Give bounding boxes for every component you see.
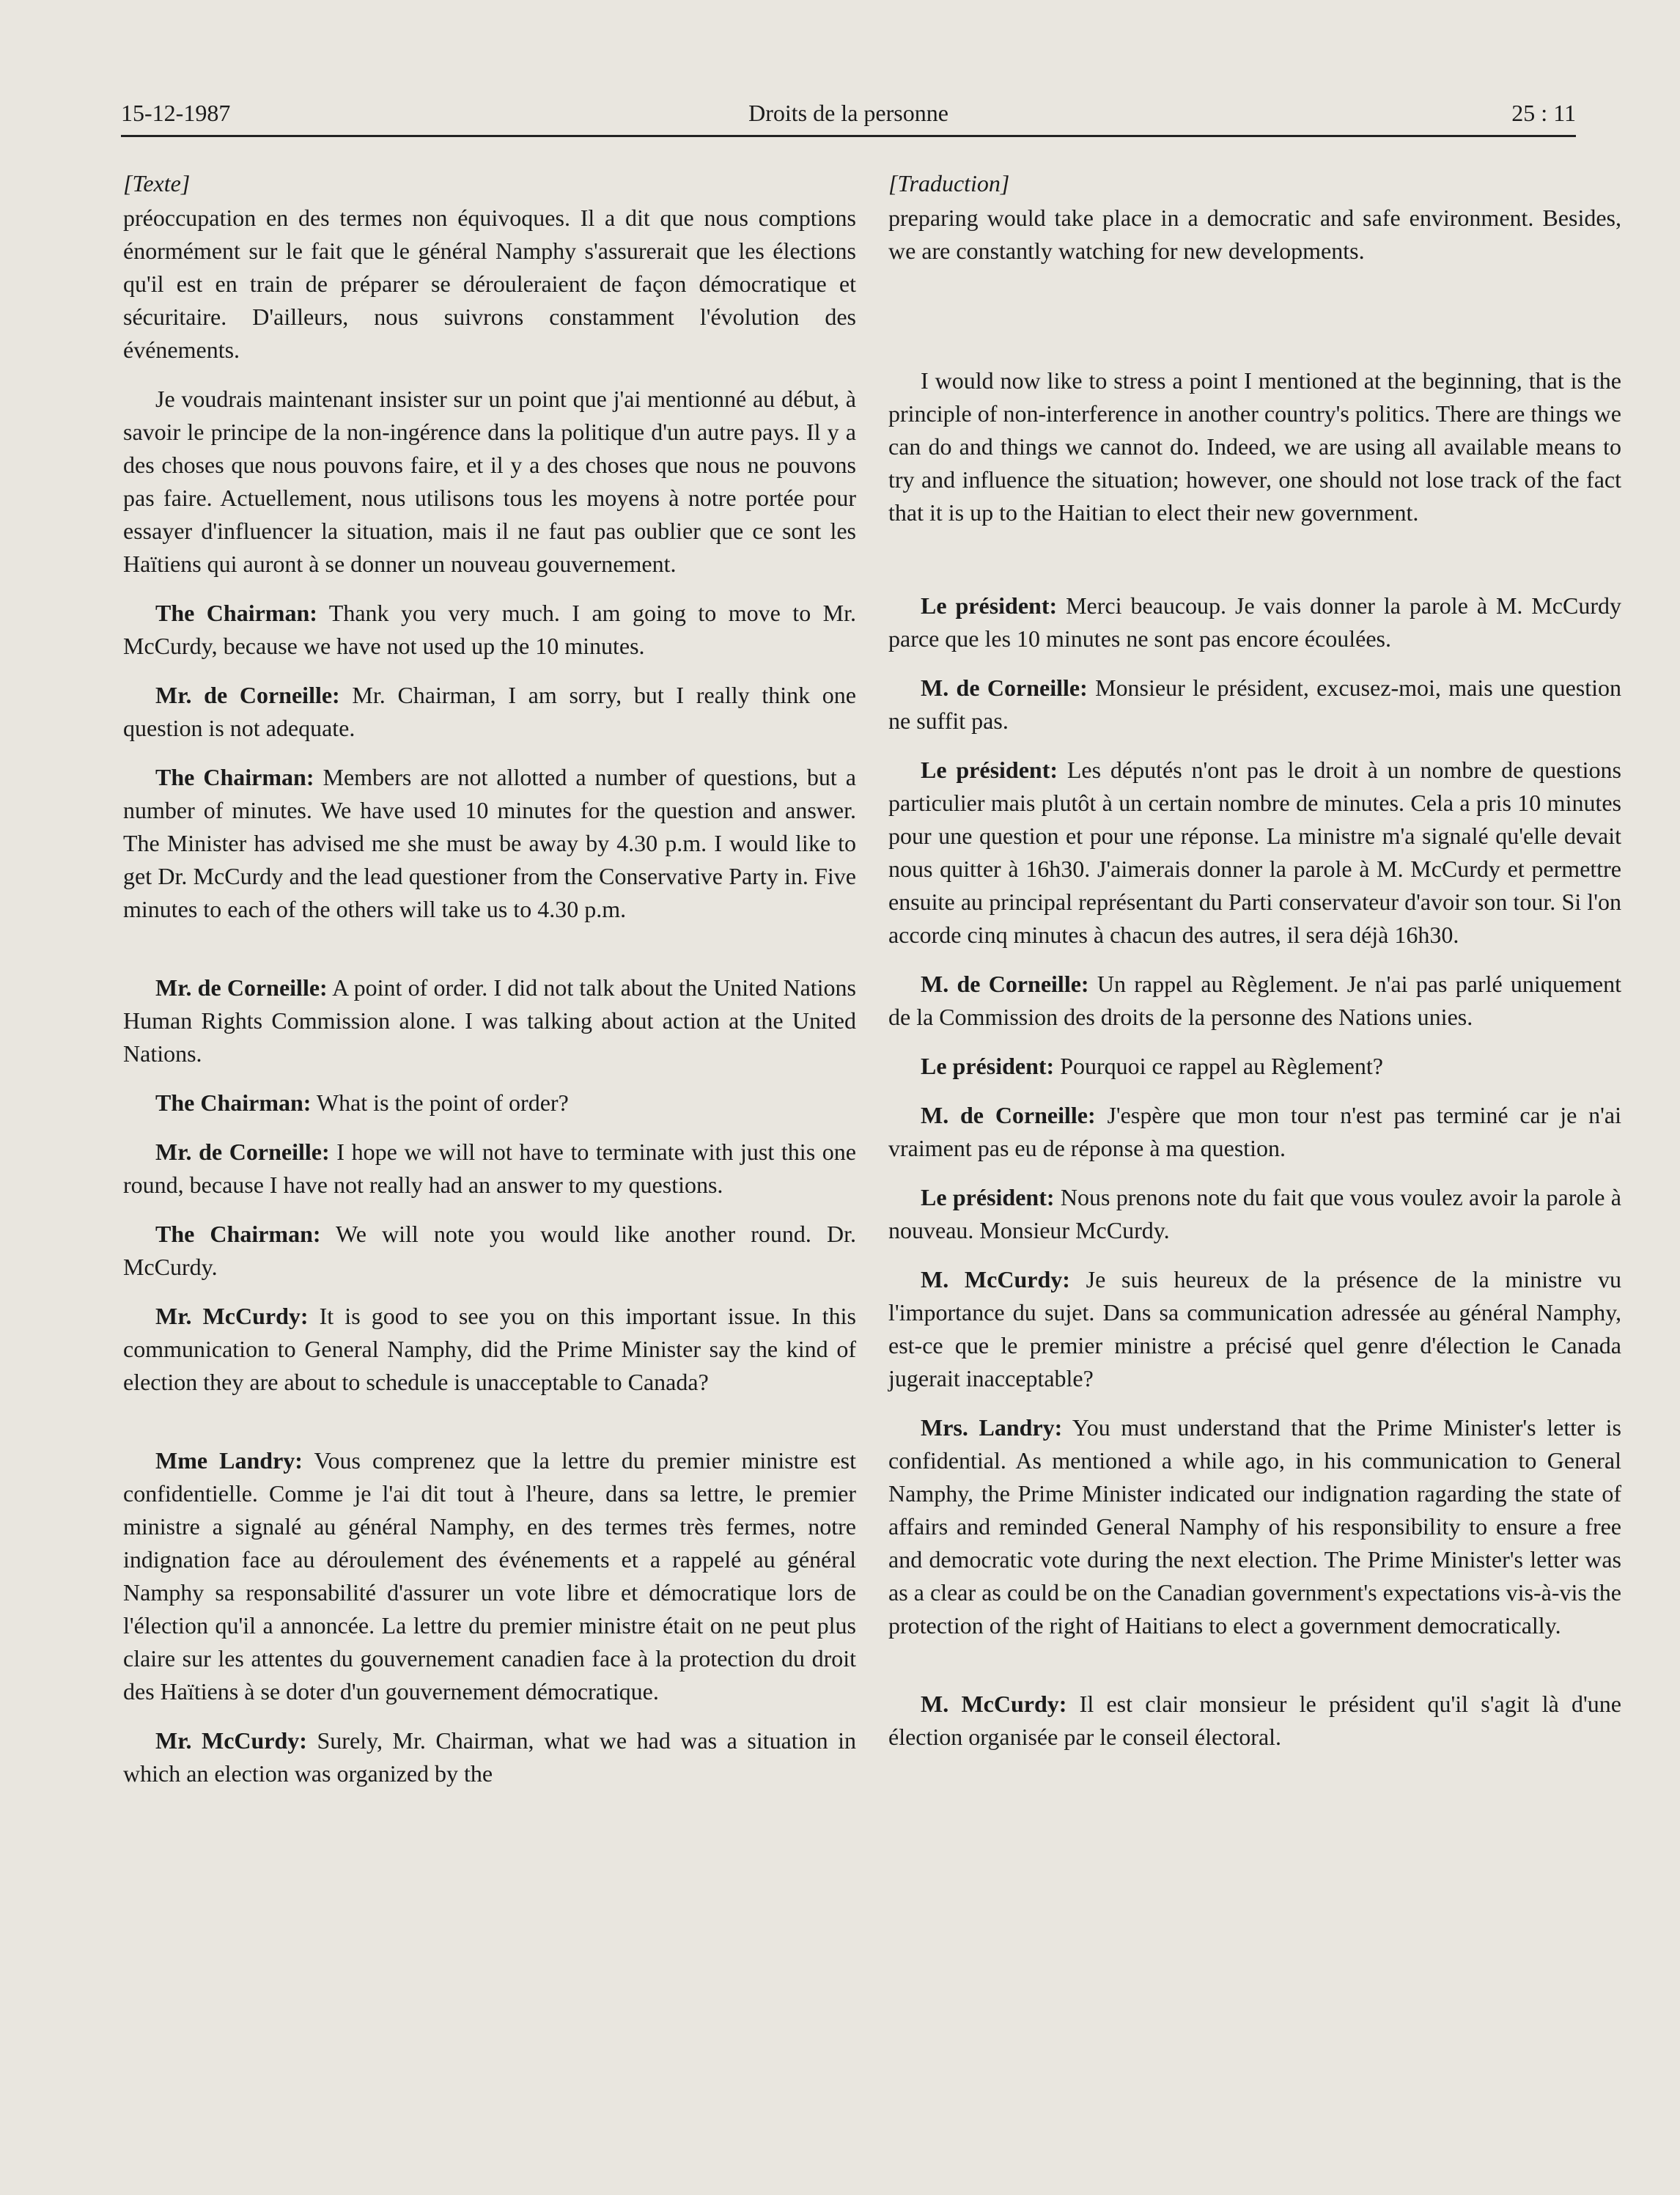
paragraph: The Chairman: Thank you very much. I am going to move to Mr. McCurdy, because we have not used up the 10 minutes. (123, 600, 857, 659)
speaker-name: M. de Corneille: (921, 674, 1088, 701)
paragraph: The Chairman: We will note you would like another round. Dr. McCurdy. (123, 1221, 857, 1280)
paragraph: M. de Corneille: Un rappel au Règlement. Je n'ai pas parlé uniquement de la Commission des droits de la personne des Nations unies. (888, 971, 1622, 1030)
paragraph: Le président: Les députés n'ont pas le droit à un nombre de questions particulier mais plutôt à un certain nombre de minutes. Cela a pris 10 minutes pour une question et pour une réponse. La ministre m'a signalé qu'elle devait nous quitter à 16h30. J'aimerais donner la parole à M. McCurdy et permettre ensuite au principal représentant du Parti conservateur d'avoir son tour. Si l'on accorde cinq minutes à chacun des autres, il sera déjà 16h30. (888, 757, 1622, 948)
paragraph: Mrs. Landry: You must understand that the Prime Minister's letter is confidential. As mentioned a while ago, in his communication to General Namphy, the Prime Minister indicated our indignation ragarding the state of affairs and reminded General Namphy of his responsibility to ensure a free and democratic vote during the next election. The Prime Minister's letter was as a clear as could be on the Canadian government's expectations vis-à-vis the protection of the right of Haitians to elect a government democratically. (888, 1414, 1622, 1639)
paragraph: Le président: Nous prenons note du fait que vous voulez avoir la parole à nouveau. Monsieur McCurdy. (888, 1184, 1622, 1243)
paragraph: Le président: Merci beaucoup. Je vais donner la parole à M. McCurdy parce que les 10 minutes ne sont pas encore écoulées. (888, 592, 1622, 652)
header-title: Droits de la personne (748, 100, 948, 126)
paragraph: I would now like to stress a point I mentioned at the beginning, that is the principle of non-interference in another country's politics. There are things we can do and things we cannot do. Indeed, we are using all available means to try and influence the situation; however, one should not lose track of the fact that it is up to the Haitian to elect their new government. (888, 367, 1621, 526)
paragraph: preparing would take place in a democratic and safe environment. Besides, we are constantly watching for new developments. (888, 205, 1621, 264)
paragraph: M. McCurdy: Il est clair monsieur le président qu'il s'agit là d'une élection organisée par le conseil électoral. (888, 1691, 1622, 1750)
speaker-name: M. McCurdy: (921, 1691, 1067, 1717)
speaker-name: The Chairman: (155, 600, 317, 626)
header-page-number: 25 : 11 (1511, 100, 1576, 126)
column-label-traduction: [Traduction] (888, 170, 1010, 196)
paragraph: M. de Corneille: J'espère que mon tour n'est pas terminé car je n'ai vraiment pas eu de réponse à ma question. (888, 1102, 1621, 1161)
speaker-name: Mme Landry: (155, 1447, 303, 1474)
speaker-name: Mr. McCurdy: (155, 1727, 307, 1754)
paragraph: Mr. McCurdy: It is good to see you on this important issue. In this communication to General Namphy, did the Prime Minister say the kind of election they are about to schedule is unacceptable to Canada? (123, 1303, 857, 1395)
paragraph: M. de Corneille: Monsieur le président, excusez-moi, mais une question ne suffit pas. (888, 674, 1622, 734)
paragraph: Je voudrais maintenant insister sur un point que j'ai mentionné au début, à savoir le principe de la non-ingérence dans la politique d'un autre pays. Il y a des choses que nous pouvons faire, et il y a des choses que nous ne pouvons pas faire. Actuellement, nous utilisons tous les moyens à notre portée pour essayer d'influencer la situation, mais il ne faut pas oublier que ce sont les Haïtiens qui auront à se donner un nouveau gouvernement. (123, 386, 856, 577)
paragraph: Mr. McCurdy: Surely, Mr. Chairman, what we had was a situation in which an election was organized by the (123, 1727, 857, 1787)
speaker-name: The Chairman: (155, 1089, 312, 1116)
speaker-name: M. de Corneille: (921, 971, 1089, 997)
speaker-name: Mr. de Corneille: (155, 974, 328, 1001)
paragraph: M. McCurdy: Je suis heureux de la présence de la ministre vu l'importance du sujet. Dans sa communication adressée au général Namphy, est-ce que le premier ministre a précisé quel genre d'élection le Canada jugerait inacceptable? (888, 1266, 1622, 1391)
paragraph: Mr. de Corneille: A point of order. I did not talk about the United Nations Human Rights Commission alone. I was talking about action at the United Nations. (123, 974, 857, 1067)
speaker-name: Le président: (921, 757, 1058, 783)
header-date: 15-12-1987 (121, 100, 231, 126)
speaker-name: The Chairman: (155, 764, 314, 790)
speaker-name: Mr. McCurdy: (155, 1303, 309, 1329)
paragraph: préoccupation en des termes non équivoques. Il a dit que nous comptions énormément sur le fait que le général Namphy s'assurerait que les élections qu'il est en train de préparer se dérouleraient de façon démocratique et sécuritaire. D'ailleurs, nous suivrons constamment l'évolution des événements. (123, 205, 856, 363)
speaker-name: The Chairman: (155, 1221, 321, 1247)
speaker-name: Mrs. Landry: (921, 1414, 1063, 1441)
right-column-translation (888, 167, 1621, 1770)
speaker-name: Le président: (921, 1053, 1055, 1079)
speaker-name: Mr. de Corneille: (155, 1139, 330, 1165)
paragraph: The Chairman: What is the point of order? (155, 1089, 569, 1116)
column-label-texte: [Texte] (123, 170, 191, 196)
paragraph: Mr. de Corneille: Mr. Chairman, I am sorry, but I really think one question is not adequate. (123, 682, 856, 741)
page-header (121, 100, 1576, 137)
speaker-name: Le président: (921, 1184, 1055, 1210)
left-column-french-text (123, 167, 856, 1806)
paragraph: Le président: Pourquoi ce rappel au Règlement? (921, 1053, 1383, 1079)
paragraph: Mr. de Corneille: I hope we will not have to terminate with just this one round, because I have not really had an answer to my questions. (123, 1139, 857, 1198)
speaker-name: M. McCurdy: (921, 1266, 1070, 1293)
paragraph: The Chairman: Members are not allotted a number of questions, but a number of minutes. We have used 10 minutes for the question and answer. The Minister has advised me she must be away by 4.30 p.m. I would like to get Dr. McCurdy and the lead questioner from the Conservative Party in. Five minutes to each of the others will take us to 4.30 p.m. (123, 764, 856, 922)
speaker-name: M. de Corneille: (921, 1102, 1096, 1128)
speaker-name: Mr. de Corneille: (155, 682, 340, 708)
paragraph: Mme Landry: Vous comprenez que la lettre du premier ministre est confidentielle. Comme je l'ai dit tout à l'heure, dans sa lettre, le premier ministre a signalé au général Namphy, en des termes très fermes, notre indignation face au déroulement des événements et a rappelé au général Namphy sa responsabilité d'assurer un vote libre et démocratique lors de l'élection qu'il a annoncée. La lettre du premier ministre était on ne peut plus claire sur les attentes du gouvernement canadien face à la protection du droit des Haïtiens à se doter d'un gouvernement démocratique. (123, 1447, 857, 1705)
speaker-name: Le président: (921, 592, 1058, 619)
